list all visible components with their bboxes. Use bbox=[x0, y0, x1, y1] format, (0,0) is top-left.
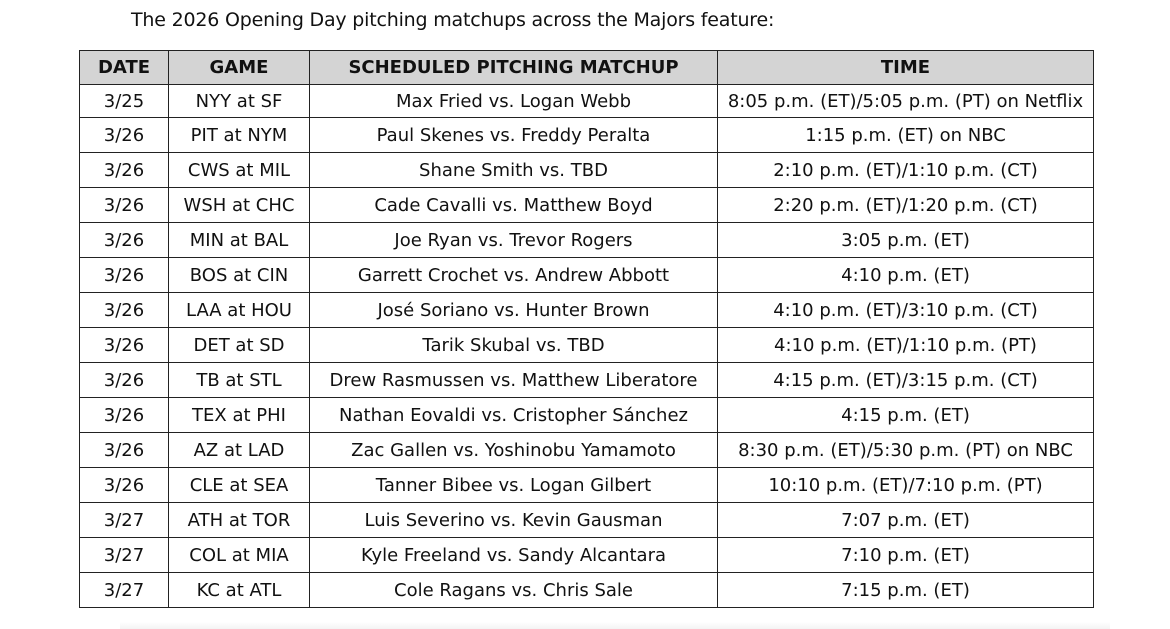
time-cell: 7:10 p.m. (ET) bbox=[718, 538, 1094, 573]
game-cell: CWS at MIL bbox=[169, 153, 310, 188]
date-cell: 3/26 bbox=[80, 328, 169, 363]
table-row bbox=[80, 153, 1094, 188]
date-cell: 3/26 bbox=[80, 433, 169, 468]
matchup-cell: Cade Cavalli vs. Matthew Boyd bbox=[310, 188, 718, 223]
time-cell: 1:15 p.m. (ET) on NBC bbox=[718, 118, 1094, 153]
table-row bbox=[80, 398, 1094, 433]
date-cell: 3/26 bbox=[80, 398, 169, 433]
date-cell: 3/26 bbox=[80, 118, 169, 153]
time-cell: 3:05 p.m. (ET) bbox=[718, 223, 1094, 258]
table-row bbox=[80, 468, 1094, 503]
table-row bbox=[80, 573, 1094, 608]
time-cell: 7:15 p.m. (ET) bbox=[718, 573, 1094, 608]
matchup-cell: Drew Rasmussen vs. Matthew Liberatore bbox=[310, 363, 718, 398]
table-row bbox=[80, 363, 1094, 398]
table-row bbox=[80, 85, 1094, 118]
matchup-cell: Tarik Skubal vs. TBD bbox=[310, 328, 718, 363]
game-cell: LAA at HOU bbox=[169, 293, 310, 328]
time-cell: 4:10 p.m. (ET)/3:10 p.m. (CT) bbox=[718, 293, 1094, 328]
column-header-time: TIME bbox=[718, 51, 1094, 85]
table-row bbox=[80, 433, 1094, 468]
game-cell: WSH at CHC bbox=[169, 188, 310, 223]
time-cell: 2:20 p.m. (ET)/1:20 p.m. (CT) bbox=[718, 188, 1094, 223]
game-cell: TEX at PHI bbox=[169, 398, 310, 433]
matchup-cell: Zac Gallen vs. Yoshinobu Yamamoto bbox=[310, 433, 718, 468]
column-header-matchup: SCHEDULED PITCHING MATCHUP bbox=[310, 51, 718, 85]
table-row bbox=[80, 223, 1094, 258]
game-cell: DET at SD bbox=[169, 328, 310, 363]
game-cell: COL at MIA bbox=[169, 538, 310, 573]
date-cell: 3/26 bbox=[80, 293, 169, 328]
game-cell: KC at ATL bbox=[169, 573, 310, 608]
time-cell: 4:10 p.m. (ET) bbox=[718, 258, 1094, 293]
column-header-date: DATE bbox=[80, 51, 169, 85]
matchup-cell: José Soriano vs. Hunter Brown bbox=[310, 293, 718, 328]
matchup-cell: Shane Smith vs. TBD bbox=[310, 153, 718, 188]
time-cell: 8:30 p.m. (ET)/5:30 p.m. (PT) on NBC bbox=[718, 433, 1094, 468]
cut-off-text-line bbox=[120, 622, 1110, 629]
time-cell: 8:05 p.m. (ET)/5:05 p.m. (PT) on Netflix bbox=[718, 85, 1094, 118]
table-row bbox=[80, 538, 1094, 573]
matchup-cell: Joe Ryan vs. Trevor Rogers bbox=[310, 223, 718, 258]
game-cell: PIT at NYM bbox=[169, 118, 310, 153]
date-cell: 3/25 bbox=[80, 85, 169, 118]
table-row bbox=[80, 328, 1094, 363]
matchup-cell: Tanner Bibee vs. Logan Gilbert bbox=[310, 468, 718, 503]
date-cell: 3/26 bbox=[80, 468, 169, 503]
matchup-cell: Paul Skenes vs. Freddy Peralta bbox=[310, 118, 718, 153]
date-cell: 3/27 bbox=[80, 573, 169, 608]
game-cell: CLE at SEA bbox=[169, 468, 310, 503]
time-cell: 4:15 p.m. (ET) bbox=[718, 398, 1094, 433]
date-cell: 3/26 bbox=[80, 223, 169, 258]
matchup-cell: Luis Severino vs. Kevin Gausman bbox=[310, 503, 718, 538]
column-header-game: GAME bbox=[169, 51, 310, 85]
game-cell: BOS at CIN bbox=[169, 258, 310, 293]
time-cell: 2:10 p.m. (ET)/1:10 p.m. (CT) bbox=[718, 153, 1094, 188]
table-row bbox=[80, 503, 1094, 538]
date-cell: 3/27 bbox=[80, 503, 169, 538]
date-cell: 3/26 bbox=[80, 363, 169, 398]
table-row bbox=[80, 118, 1094, 153]
game-cell: NYY at SF bbox=[169, 85, 310, 118]
intro-text: The 2026 Opening Day pitching matchups across the Majors feature: bbox=[131, 9, 775, 31]
date-cell: 3/27 bbox=[80, 538, 169, 573]
matchup-cell: Max Fried vs. Logan Webb bbox=[310, 85, 718, 118]
time-cell: 4:10 p.m. (ET)/1:10 p.m. (PT) bbox=[718, 328, 1094, 363]
matchup-cell: Kyle Freeland vs. Sandy Alcantara bbox=[310, 538, 718, 573]
matchup-cell: Cole Ragans vs. Chris Sale bbox=[310, 573, 718, 608]
game-cell: AZ at LAD bbox=[169, 433, 310, 468]
table-row bbox=[80, 293, 1094, 328]
matchup-cell: Garrett Crochet vs. Andrew Abbott bbox=[310, 258, 718, 293]
game-cell: MIN at BAL bbox=[169, 223, 310, 258]
matchup-cell: Nathan Eovaldi vs. Cristopher Sánchez bbox=[310, 398, 718, 433]
time-cell: 7:07 p.m. (ET) bbox=[718, 503, 1094, 538]
date-cell: 3/26 bbox=[80, 258, 169, 293]
date-cell: 3/26 bbox=[80, 153, 169, 188]
pitching-matchups-table bbox=[79, 50, 1094, 608]
table-row bbox=[80, 258, 1094, 293]
table-row bbox=[80, 188, 1094, 223]
game-cell: TB at STL bbox=[169, 363, 310, 398]
time-cell: 4:15 p.m. (ET)/3:15 p.m. (CT) bbox=[718, 363, 1094, 398]
table-header-row bbox=[80, 51, 1094, 85]
game-cell: ATH at TOR bbox=[169, 503, 310, 538]
time-cell: 10:10 p.m. (ET)/7:10 p.m. (PT) bbox=[718, 468, 1094, 503]
date-cell: 3/26 bbox=[80, 188, 169, 223]
